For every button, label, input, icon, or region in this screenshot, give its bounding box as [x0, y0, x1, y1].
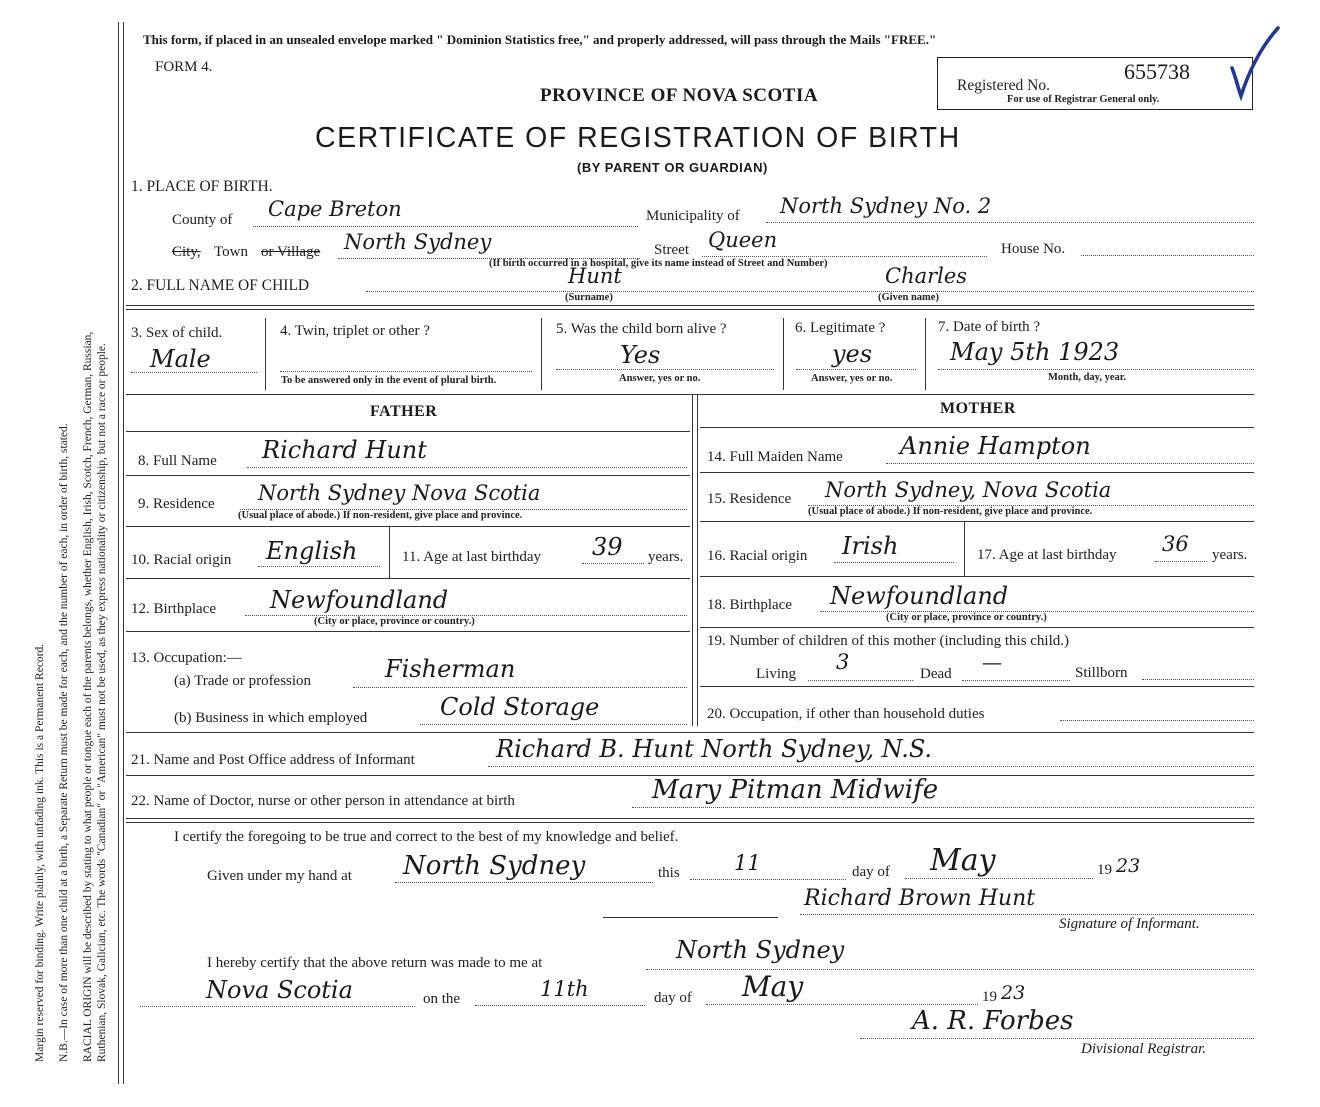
- trade-value: Fisherman: [385, 655, 516, 683]
- row-divider: [126, 822, 1254, 823]
- sex-value: Male: [150, 345, 211, 373]
- village-struck-label: or Village: [261, 244, 321, 260]
- registered-value: 655738: [1124, 59, 1190, 84]
- dead-value: —: [982, 650, 1002, 674]
- municipality-line: [766, 222, 1254, 223]
- father-age-label: 11. Age at last birthday: [402, 549, 541, 565]
- informant-signature-caption: Signature of Informant.: [1059, 916, 1200, 932]
- living-line: [808, 680, 913, 681]
- born-alive-line: [556, 369, 774, 370]
- margin-note-nationality: Ruthenian, Slovak, Galician, etc. The words "Canadian" or "American" must not be used, as they express nationality or citizenship, but not a race or people.: [96, 343, 108, 1062]
- dead-line: [962, 680, 1070, 681]
- informant-value: Richard B. Hunt North Sydney, N.S.: [496, 735, 933, 763]
- street-value: Queen: [708, 228, 778, 252]
- registered-note: For use of Registrar General only.: [1007, 94, 1160, 105]
- father-residence-label: 9. Residence: [138, 496, 215, 512]
- attendant-label: 22. Name of Doctor, nurse or other person in attendance at birth: [131, 793, 515, 809]
- twin-label: 4. Twin, triplet or other ?: [280, 323, 430, 339]
- father-age-line: [582, 563, 644, 564]
- child-name-label: 2. FULL NAME OF CHILD: [131, 277, 310, 294]
- mother-racial-origin-line: [834, 562, 954, 563]
- registrar-day-of-label: day of: [654, 990, 692, 1006]
- given-place-line: [395, 882, 653, 883]
- twin-note: To be answered only in the event of plural birth.: [281, 375, 497, 386]
- informant-signature: Richard Brown Hunt: [804, 886, 1036, 911]
- twin-line: [280, 371, 532, 372]
- father-occupation-label: 13. Occupation:—: [131, 650, 242, 666]
- margin-note-binding: Margin reserved for binding. Write plainly, with unfading ink. This is a Permanent Record.: [34, 643, 46, 1062]
- informant-label: 21. Name and Post Office address of Informant: [131, 752, 415, 768]
- mother-heading: MOTHER: [940, 400, 1016, 417]
- row-divider: [126, 475, 690, 476]
- row-divider: [126, 631, 690, 632]
- business-line: [420, 724, 687, 725]
- city-struck-label: City,: [172, 244, 201, 260]
- given-year-value: 23: [1116, 855, 1141, 877]
- given-day-value: 11: [734, 851, 761, 875]
- certificate-title: CERTIFICATE OF REGISTRATION OF BIRTH: [315, 122, 961, 154]
- registrar-month-line: [706, 1004, 978, 1005]
- date-of-birth-line: [938, 369, 1254, 370]
- children-count-label: 19. Number of children of this mother (including this child.): [707, 633, 1070, 649]
- father-birthplace-note: (City or place, province or country.): [314, 616, 475, 627]
- margin-note-racial-origin: RACIAL ORIGIN will be described by stating to what people or tongue each of the parents belongs, whether English, Irish, Scotch, French, German, Russian,: [82, 331, 94, 1062]
- check-mark-icon: [1228, 24, 1282, 102]
- business-label: (b) Business in which employed: [174, 710, 368, 726]
- certificate-subtitle: (BY PARENT OR GUARDIAN): [577, 160, 768, 175]
- row-divider: [126, 394, 1254, 395]
- legitimate-value: yes: [832, 340, 873, 368]
- column-divider: [541, 318, 542, 390]
- informant-signature-line: [800, 914, 1254, 915]
- legitimate-label: 6. Legitimate ?: [795, 320, 886, 336]
- father-heading: FATHER: [370, 403, 438, 420]
- municipality-label: Municipality of: [646, 208, 740, 224]
- mother-occupation-line: [1060, 720, 1254, 721]
- place-of-birth-heading: 1. PLACE OF BIRTH.: [131, 178, 273, 195]
- attendant-line: [632, 807, 1254, 808]
- column-divider: [783, 318, 784, 390]
- registrar-year-prefix: 19: [982, 989, 997, 1005]
- stillborn-line: [1142, 679, 1254, 680]
- street-line: [702, 256, 987, 257]
- stillborn-label: Stillborn: [1075, 665, 1128, 681]
- column-divider: [925, 318, 926, 390]
- county-label: County of: [172, 212, 233, 228]
- margin-rule-outer: [118, 22, 119, 1084]
- margin-note-multiple-births: N.B.—In case of more than one child at a birth, a Separate Return must be made for each, and the number of each, in order of birth, stated.: [58, 423, 70, 1062]
- mother-years-label: years.: [1212, 547, 1248, 563]
- mother-racial-origin-value: Irish: [842, 532, 899, 560]
- row-divider: [700, 521, 1254, 522]
- registrar-signature-line: [860, 1038, 1254, 1039]
- date-of-birth-note: Month, day, year.: [1048, 372, 1127, 383]
- father-name-value: Richard Hunt: [262, 436, 427, 464]
- town-value: North Sydney: [344, 230, 492, 254]
- margin-rule-inner: [123, 22, 124, 1084]
- registrar-statement: I hereby certify that the above return was made to me at: [207, 955, 543, 971]
- child-surname-value: Hunt: [568, 264, 622, 288]
- registrar-month-value: May: [742, 970, 804, 1003]
- mother-racial-origin-label: 16. Racial origin: [707, 548, 808, 564]
- mail-notice: This form, if placed in an unsealed envelope marked " Dominion Statistics free," and properly addressed, will pass through the Mails "FREE.": [143, 32, 937, 47]
- row-divider: [700, 427, 1254, 428]
- row-divider: [700, 627, 1254, 628]
- given-year-prefix: 19: [1097, 862, 1112, 878]
- county-value: Cape Breton: [268, 197, 402, 221]
- father-residence-note: (Usual place of abode.) If non-resident, give place and province.: [238, 510, 523, 521]
- parents-center-divider: [692, 394, 693, 726]
- row-divider: [126, 578, 690, 579]
- house-number-line: [1081, 255, 1254, 256]
- born-alive-label: 5. Was the child born alive ?: [556, 321, 727, 337]
- signature-blank-line: [603, 917, 778, 918]
- father-racial-origin-line: [258, 566, 380, 567]
- street-label: Street: [654, 242, 689, 258]
- registrar-signature: A. R. Forbes: [912, 1006, 1074, 1036]
- living-value: 3: [836, 650, 850, 674]
- column-divider: [265, 318, 266, 390]
- hospital-note: (If birth occurred in a hospital, give its name instead of Street and Number): [489, 258, 828, 269]
- given-day-line: [690, 879, 846, 880]
- mother-name-label: 14. Full Maiden Name: [707, 449, 843, 465]
- registrar-signature-caption: Divisional Registrar.: [1081, 1041, 1207, 1057]
- town-label: Town: [214, 244, 248, 260]
- mother-age-label: 17. Age at last birthday: [977, 547, 1117, 563]
- row-divider: [700, 576, 1254, 577]
- living-label: Living: [756, 666, 796, 682]
- date-of-birth-value: May 5th 1923: [950, 338, 1120, 366]
- registrar-province-line: [140, 1006, 415, 1007]
- trade-line: [353, 687, 687, 688]
- registered-label: Registered No.: [957, 77, 1050, 94]
- surname-caption: (Surname): [565, 292, 613, 303]
- column-divider: [389, 526, 390, 578]
- business-value: Cold Storage: [440, 693, 600, 721]
- mother-name-line: [886, 463, 1254, 464]
- father-racial-origin-label: 10. Racial origin: [131, 552, 232, 568]
- mother-occupation-label: 20. Occupation, if other than household duties: [707, 706, 985, 722]
- given-place-value: North Sydney: [403, 851, 586, 881]
- registered-number-box: [937, 57, 1253, 110]
- mother-birthplace-value: Newfoundland: [830, 582, 1009, 610]
- separator-line: [126, 305, 1254, 306]
- mother-residence-value: North Sydney, Nova Scotia: [825, 478, 1112, 502]
- mother-age-value: 36: [1162, 532, 1189, 556]
- child-name-line: [366, 291, 1254, 292]
- father-name-label: 8. Full Name: [138, 453, 217, 469]
- given-name-caption: (Given name): [878, 292, 939, 303]
- trade-label: (a) Trade or profession: [174, 673, 312, 689]
- day-of-label: day of: [852, 864, 890, 880]
- registrar-year-value: 23: [1001, 982, 1026, 1004]
- father-birthplace-label: 12. Birthplace: [131, 601, 216, 617]
- father-birthplace-value: Newfoundland: [270, 586, 449, 614]
- dead-label: Dead: [920, 666, 952, 682]
- on-the-label: on the: [423, 991, 461, 1007]
- separator-line: [126, 309, 1254, 310]
- certification-statement: I certify the foregoing to be true and correct to the best of my knowledge and belief.: [174, 829, 679, 845]
- born-alive-note: Answer, yes or no.: [619, 373, 701, 384]
- father-racial-origin-value: English: [266, 537, 358, 565]
- row-divider: [700, 472, 1254, 473]
- registrar-day-line: [475, 1005, 645, 1006]
- house-number-label: House No.: [1001, 241, 1066, 257]
- given-month-line: [905, 878, 1093, 879]
- row-divider: [700, 686, 1254, 687]
- mother-name-value: Annie Hampton: [900, 432, 1091, 460]
- mother-age-line: [1155, 561, 1207, 562]
- parents-center-divider: [697, 394, 698, 726]
- row-divider: [126, 526, 690, 527]
- mother-birthplace-note: (City or place, province or country.): [886, 612, 1047, 623]
- date-of-birth-label: 7. Date of birth ?: [938, 319, 1041, 335]
- mother-birthplace-label: 18. Birthplace: [707, 597, 792, 613]
- registrar-province-value: Nova Scotia: [206, 976, 353, 1004]
- this-label: this: [658, 865, 680, 881]
- informant-line: [488, 766, 1254, 767]
- registrar-day-value: 11th: [540, 977, 589, 1001]
- father-age-value: 39: [592, 533, 623, 561]
- father-years-label: years.: [648, 549, 684, 565]
- given-under-hand-label: Given under my hand at: [207, 868, 352, 884]
- registrar-place-value: North Sydney: [676, 936, 845, 964]
- row-divider: [126, 431, 690, 432]
- sex-label: 3. Sex of child.: [131, 325, 223, 341]
- child-given-name-value: Charles: [885, 264, 968, 288]
- born-alive-value: Yes: [620, 341, 661, 369]
- registrar-place-line: [646, 969, 1254, 970]
- form-number: FORM 4.: [155, 59, 213, 75]
- county-line: [253, 226, 638, 227]
- attendant-value: Mary Pitman Midwife: [652, 775, 939, 805]
- given-month-value: May: [930, 843, 996, 878]
- row-divider: [126, 818, 1254, 819]
- mother-residence-label: 15. Residence: [707, 491, 792, 507]
- row-divider: [126, 732, 1254, 733]
- province-title: PROVINCE OF NOVA SCOTIA: [540, 85, 819, 106]
- father-residence-value: North Sydney Nova Scotia: [258, 481, 541, 505]
- column-divider: [964, 521, 965, 576]
- father-name-line: [247, 467, 687, 468]
- legitimate-note: Answer, yes or no.: [811, 373, 893, 384]
- municipality-value: North Sydney No. 2: [780, 194, 992, 218]
- mother-residence-note: (Usual place of abode.) If non-resident, give place and province.: [808, 506, 1093, 517]
- legitimate-line: [796, 369, 916, 370]
